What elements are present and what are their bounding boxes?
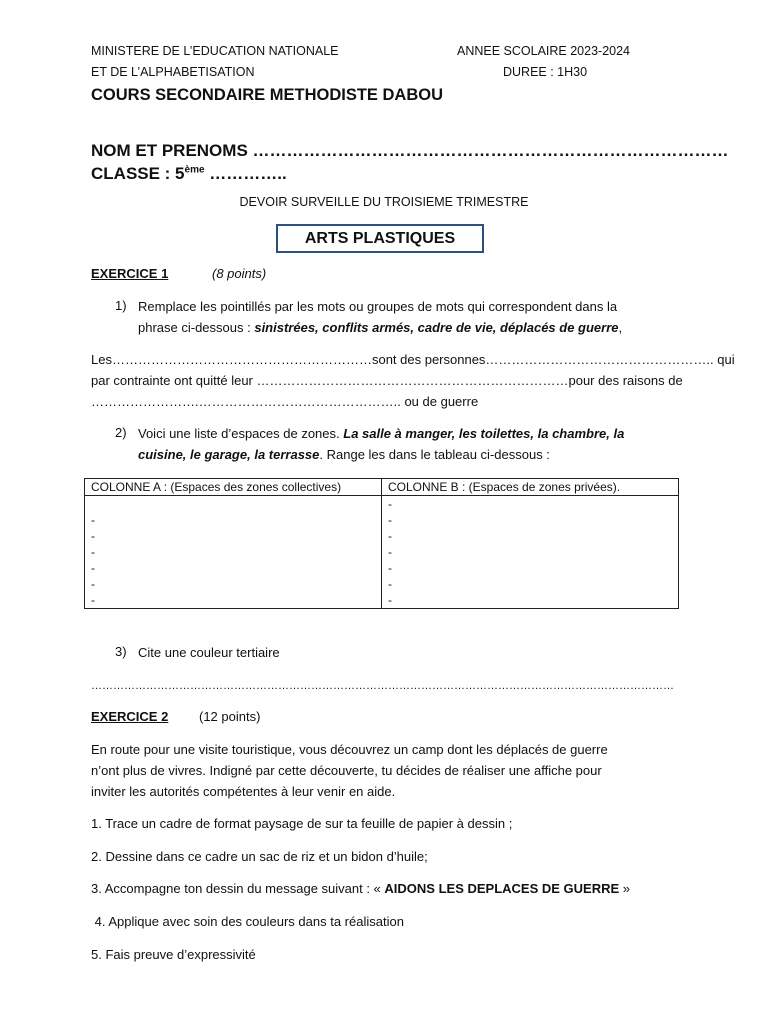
column-a-dash: - — [91, 577, 95, 591]
column-b-header: COLONNE B : (Espaces de zones privées). — [382, 479, 679, 496]
column-a-dash: - — [91, 529, 95, 543]
q2-instruction: . Range les dans le tableau ci-dessous : — [319, 447, 550, 462]
column-b-dash: - — [388, 593, 392, 607]
exercise-1-points: (8 points) — [212, 266, 267, 281]
column-b-dash: - — [388, 545, 392, 559]
exercise-2-intro-1: En route pour une visite touristique, vous découvrez un camp dont les déplacés de guerre — [91, 742, 608, 757]
q3-number: 3) — [115, 644, 127, 659]
exercise-2-points: (12 points) — [199, 709, 261, 724]
column-b-dash: - — [388, 561, 392, 575]
q1-line-2 — [138, 318, 622, 338]
class-dots: ………….. — [204, 164, 287, 183]
q2-line-2 — [138, 445, 550, 465]
q1-comma: , — [618, 320, 623, 335]
column-b-cell[interactable] — [382, 496, 679, 609]
exercise-2-intro-2: n’ont plus de vivres. Indigné par cette découverte, tu décides de réaliser une affiche pour — [91, 763, 602, 778]
column-a-header: COLONNE A : (Espaces des zones collectives) — [85, 479, 382, 496]
fill-line-1: Les……………………………………………………sont des personnes…………………………………………….. qui — [91, 352, 735, 367]
column-a-spacer — [91, 496, 375, 512]
q2-line-1 — [138, 424, 624, 444]
column-b-dash: - — [388, 529, 392, 543]
column-b-dash: - — [388, 513, 392, 527]
exercise-1-heading — [91, 266, 391, 284]
student-class-line — [91, 164, 287, 184]
column-b-dash: - — [388, 577, 392, 591]
exercise-2-label: EXERCICE 2 — [91, 709, 169, 724]
step-3-closing-quote: » — [619, 881, 631, 896]
step-3-prompt: 3. Accompagne ton dessin du message suivant : « — [91, 881, 385, 896]
step-1: 1. Trace un cadre de format paysage de sur ta feuille de papier à dessin ; — [91, 816, 513, 831]
exercise-2-intro-3: inviter les autorités compétentes à leur venir en aide. — [91, 784, 396, 799]
q2-word-list-2: cuisine, le garage, la terrasse — [138, 447, 320, 462]
q2-word-list-1: La salle à manger, les toilettes, la chambre, la — [343, 426, 625, 441]
fill-line-2: par contrainte ont quitté leur ………………………………………………………………pour des raisons de — [91, 373, 683, 388]
column-a-dash: - — [91, 513, 95, 527]
exercise-2-heading — [91, 709, 391, 727]
zones-table — [84, 478, 679, 609]
step-4: 4. Applique avec soin des couleurs dans ta réalisation — [91, 914, 404, 929]
school-year: ANNEE SCOLAIRE 2023-2024 — [457, 44, 631, 58]
class-superscript: ème — [184, 164, 205, 176]
step-5: 5. Fais preuve d’expressivité — [91, 947, 256, 962]
q3-answer-line[interactable]: …………………………………………………………………………………………………………………………………………… — [91, 680, 674, 692]
q1-number: 1) — [115, 298, 127, 313]
exercise-1-label: EXERCICE 1 — [91, 266, 169, 281]
exam-duration: DUREE : 1H30 — [503, 65, 588, 79]
q3-text: Cite une couleur tertiaire — [138, 645, 280, 660]
column-a-cell[interactable] — [85, 496, 382, 609]
step-3 — [91, 879, 630, 899]
column-a-dash: - — [91, 561, 95, 575]
ministry-line-1: MINISTERE DE L’EDUCATION NATIONALE — [91, 44, 339, 58]
school-name: COURS SECONDAIRE METHODISTE DABOU — [91, 86, 444, 104]
ministry-line-2: ET DE L’ALPHABETISATION — [91, 65, 255, 79]
column-b-dash: - — [388, 497, 392, 511]
q1-prompt: phrase ci-dessous : — [138, 320, 255, 335]
column-a-dash: - — [91, 593, 95, 607]
q2-prompt: Voici une liste d’espaces de zones. — [138, 426, 344, 441]
fill-line-3: …………………….……………………………………….. ou de guerre — [91, 394, 479, 409]
subject-title: ARTS PLASTIQUES — [276, 224, 484, 253]
exam-subtitle: DEVOIR SURVEILLE DU TROISIEME TRIMESTRE — [239, 195, 529, 209]
class-label: CLASSE : 5 — [91, 164, 185, 183]
column-a-dash: - — [91, 545, 95, 559]
q1-line-1: Remplace les pointillés par les mots ou groupes de mots qui correspondent dans la — [138, 299, 618, 314]
step-3-message: AIDONS LES DEPLACES DE GUERRE — [384, 881, 620, 896]
student-name-line: NOM ET PRENOMS ………………………………………………………………………… — [91, 141, 729, 160]
q1-word-list: sinistrées, conflits armés, cadre de vie, déplacés de guerre — [254, 320, 619, 335]
q2-number: 2) — [115, 425, 127, 440]
step-2: 2. Dessine dans ce cadre un sac de riz et un bidon d’huile; — [91, 849, 428, 864]
